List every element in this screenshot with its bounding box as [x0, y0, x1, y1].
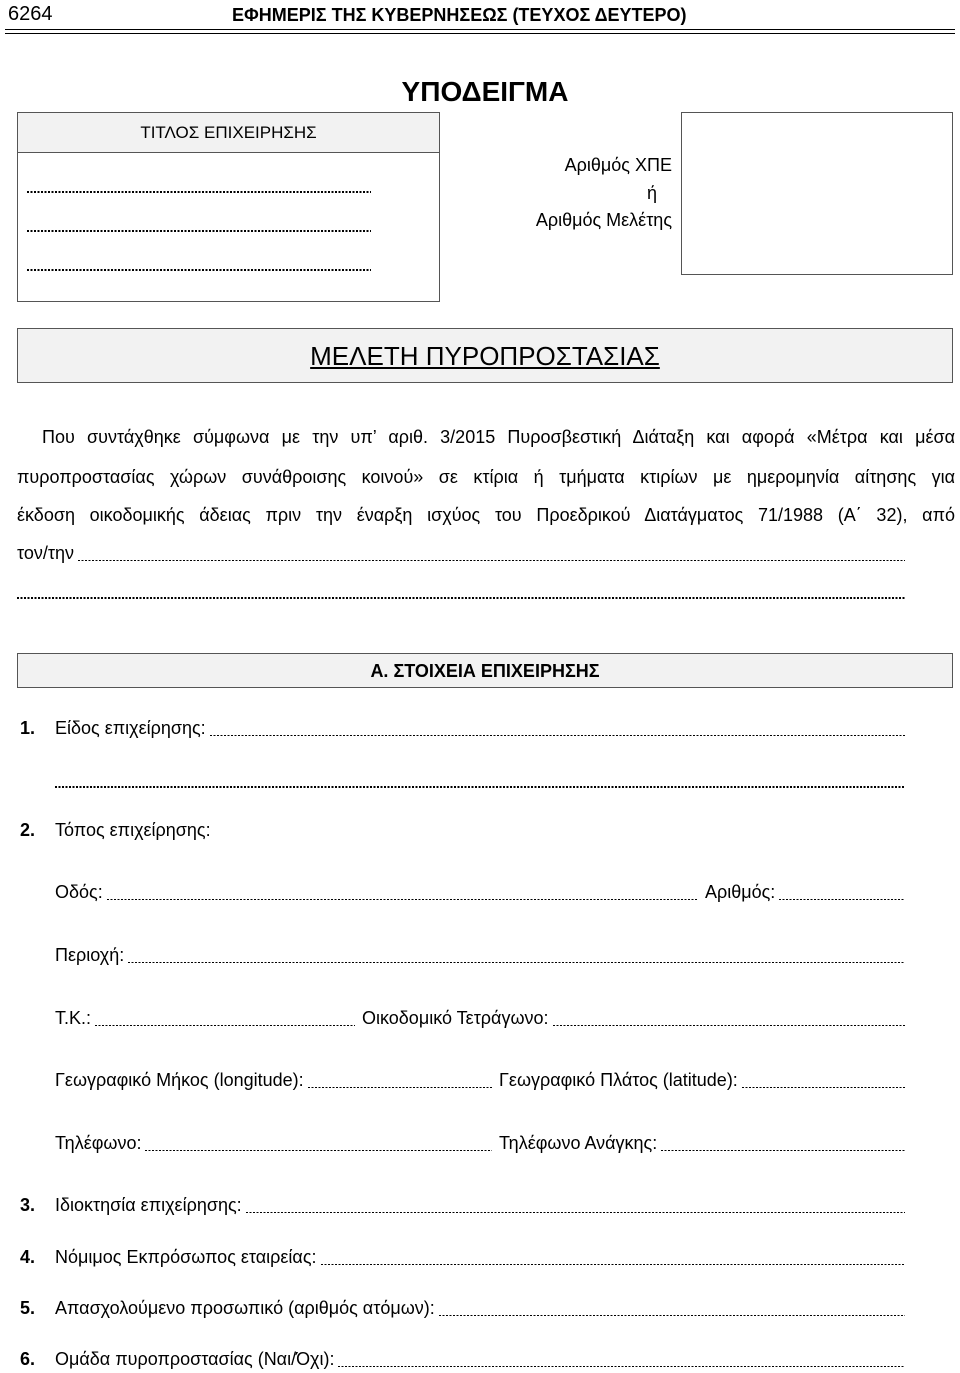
intro-author-row	[17, 541, 905, 565]
city-block-field	[362, 1006, 905, 1030]
item-staff-count	[20, 1296, 905, 1320]
postal-block-row	[55, 1006, 905, 1030]
intro-line-1: Που συντάχθηκε σύμφωνα με την υπ’ αριθ. 3/2015 Πυροσβεστική Διάταξη και αφορά «Μέτρα και μέσα	[42, 427, 955, 447]
item-number: 6.	[20, 1349, 36, 1369]
business-title-box	[17, 112, 440, 302]
header-double-rule	[5, 29, 955, 34]
intro-author-fill-line	[78, 560, 905, 562]
area-row	[55, 943, 905, 967]
intro-line-2: πυροπροστασίας χώρων συνάθροισης κοινού» σε κτίρια ή τμήματα κτιρίων με ημερομηνία αίτησης για	[17, 467, 955, 487]
street-label: Οδός:	[55, 882, 103, 902]
street-row	[55, 880, 905, 904]
business-ownership-label: Ιδιοκτησία επιχείρησης:	[55, 1195, 242, 1215]
publication-title: ΕΦΗΜΕΡΙΣ ΤΗΣ ΚΥΒΕΡΝΗΣΕΩΣ (ΤΕΥΧΟΣ ΔΕΥΤΕΡΟ)	[232, 5, 687, 25]
document-title: ΜΕΛΕΤΗ ΠΥΡΟΠΡΟΣΤΑΣΙΑΣ	[310, 340, 660, 371]
reference-line-or: ή	[646, 182, 657, 203]
reference-line-chpe: Αριθμός ΧΠΕ	[564, 155, 672, 175]
fire-protection-team-fill-line	[338, 1366, 905, 1368]
intro-line-3: έκδοση οικοδομικής άδειας πριν την έναρξη ισχύος του Προεδρικού Διατάγματος 71/1988 (Α΄ 32), από	[17, 505, 955, 525]
city-block-fill-line	[553, 1025, 905, 1027]
emergency-phone-label: Τηλέφωνο Ανάγκης:	[499, 1133, 658, 1153]
latitude-label: Γεωγραφικό Πλάτος (latitude):	[499, 1070, 738, 1090]
street-number-fill-line	[779, 899, 905, 901]
item-number: 3.	[20, 1195, 36, 1215]
item-number: 1.	[20, 718, 36, 738]
area-label: Περιοχή:	[55, 945, 125, 965]
emergency-phone-field	[499, 1131, 905, 1155]
legal-representative-fill-line	[321, 1264, 905, 1266]
latitude-field	[499, 1068, 905, 1092]
business-type-label: Είδος επιχείρησης:	[55, 718, 206, 738]
phones-row	[55, 1131, 905, 1155]
street-fill-line	[107, 899, 698, 901]
business-ownership-fill-line	[246, 1212, 905, 1214]
latitude-fill-line	[742, 1087, 905, 1089]
reference-line-study: Αριθμός Μελέτης	[535, 210, 672, 230]
item-legal-representative	[20, 1245, 905, 1269]
postal-code-field	[55, 1006, 355, 1030]
business-title-fill-line-1	[27, 191, 371, 193]
item-number: 5.	[20, 1298, 36, 1318]
longitude-label: Γεωγραφικό Μήκος (longitude):	[55, 1070, 304, 1090]
reference-number-block	[536, 152, 672, 235]
item-business-location	[20, 818, 905, 842]
street-number-label: Αριθμός:	[705, 882, 776, 902]
template-label: ΥΠΟΔΕΙΓΜΑ	[401, 76, 569, 107]
business-type-fill-line-2	[55, 786, 905, 788]
item-number: 2.	[20, 820, 36, 840]
area-fill-line	[128, 962, 905, 964]
document-title-box	[17, 328, 953, 383]
coordinates-row	[55, 1068, 905, 1092]
intro-author-label: τον/την	[17, 543, 74, 563]
business-title-heading: ΤΙΤΛΟΣ ΕΠΙΧΕΙΡΗΣΗΣ	[18, 113, 439, 153]
longitude-field	[55, 1068, 492, 1092]
longitude-fill-line	[308, 1087, 492, 1089]
item-business-type	[20, 716, 905, 740]
reference-number-box	[681, 112, 953, 275]
item-business-ownership	[20, 1193, 905, 1217]
item-fire-protection-team	[20, 1347, 905, 1371]
phone-fill-line	[145, 1150, 492, 1152]
page-number: 6264	[8, 3, 53, 25]
street-field	[55, 880, 698, 904]
business-title-fill-line-2	[27, 230, 371, 232]
section-a-title: Α. ΣΤΟΙΧΕΙΑ ΕΠΙΧΕΙΡΗΣΗΣ	[370, 660, 600, 681]
section-a-box	[17, 653, 953, 688]
emergency-phone-fill-line	[661, 1150, 905, 1152]
phone-label: Τηλέφωνο:	[55, 1133, 142, 1153]
business-title-fill-line-3	[27, 269, 371, 271]
street-number-field	[705, 880, 905, 904]
business-location-label: Τόπος επιχείρησης:	[55, 820, 211, 840]
city-block-label: Οικοδομικό Τετράγωνο:	[362, 1008, 549, 1028]
postal-code-fill-line	[95, 1025, 355, 1027]
postal-code-label: Τ.Κ.:	[55, 1008, 92, 1028]
intro-author-fill-line-2	[17, 597, 905, 599]
item-number: 4.	[20, 1247, 36, 1267]
fire-protection-team-label: Ομάδα πυροπροστασίας (Ναι/Όχι):	[55, 1349, 335, 1369]
staff-count-fill-line	[439, 1315, 905, 1317]
phone-field	[55, 1131, 492, 1155]
legal-representative-label: Νόμιμος Εκπρόσωπος εταιρείας:	[55, 1247, 317, 1267]
business-type-fill-line	[210, 735, 905, 737]
staff-count-label: Απασχολούμενο προσωπικό (αριθμός ατόμων):	[55, 1298, 435, 1318]
